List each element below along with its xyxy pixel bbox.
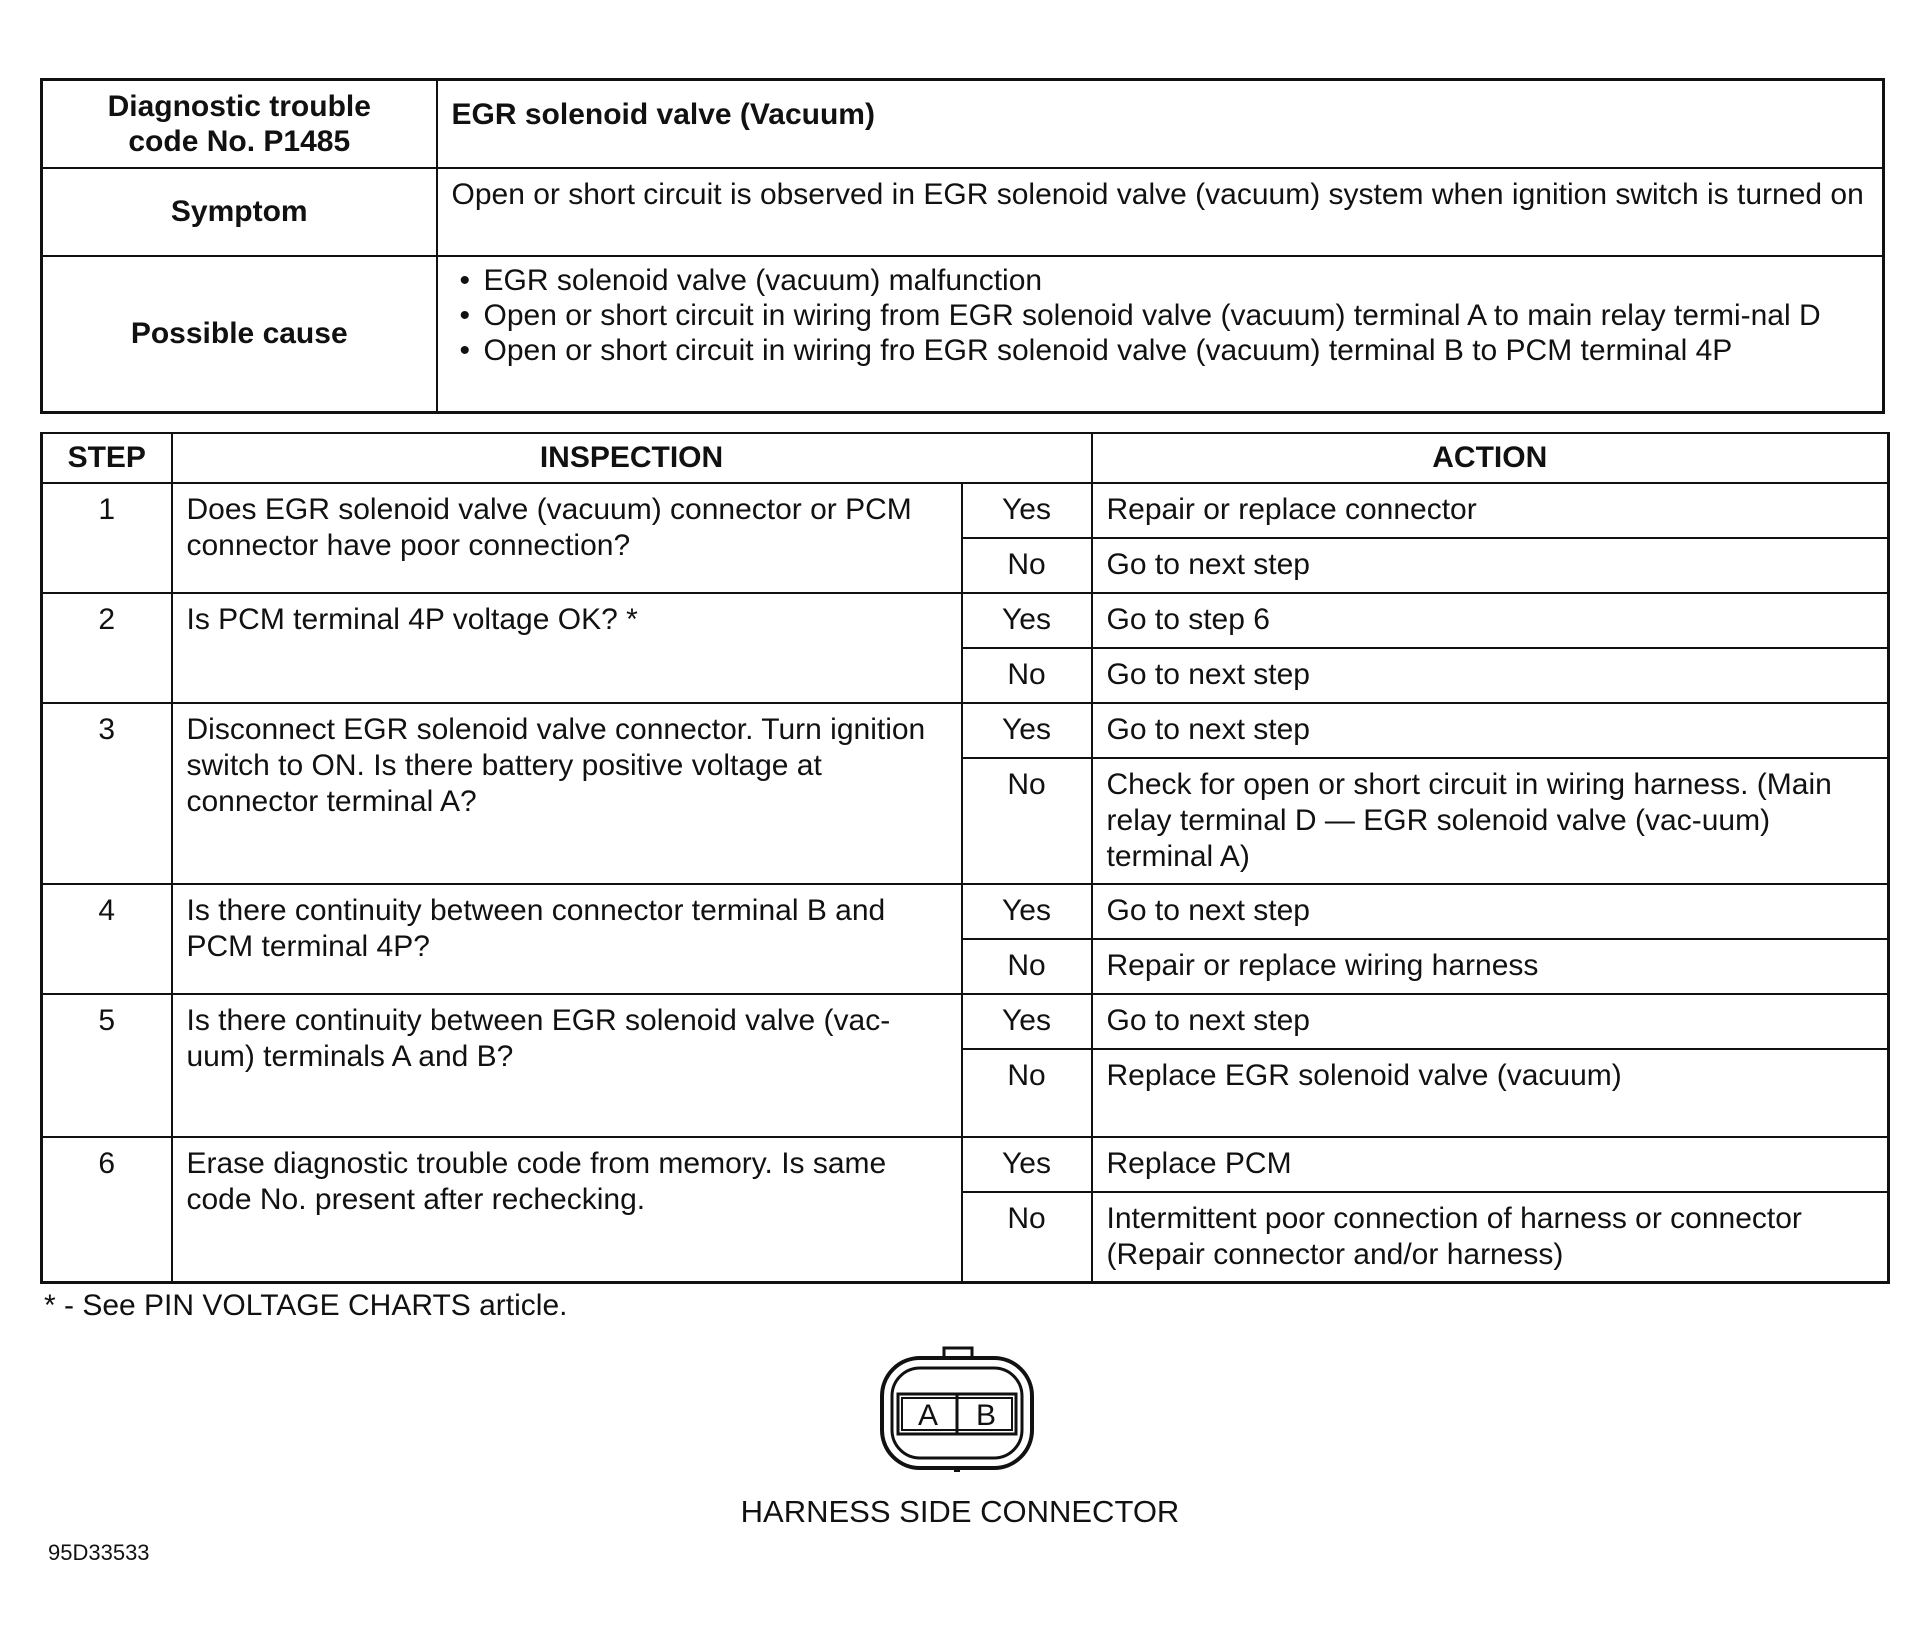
step-inspection: Is there continuity between EGR solenoid valve (vac-uum) terminals A and B?	[172, 994, 962, 1137]
no-label: No	[962, 648, 1092, 703]
yes-action: Replace PCM	[1092, 1137, 1889, 1192]
no-label: No	[962, 538, 1092, 593]
dtc-row	[42, 80, 1884, 168]
step-inspection: Disconnect EGR solenoid valve connector. Turn ignition switch to ON. Is there battery positive voltage at connector terminal A?	[172, 703, 962, 884]
symptom-label: Symptom	[42, 168, 437, 256]
cause-item: • EGR solenoid valve (vacuum) malfunction	[452, 263, 1869, 298]
diagnostic-steps-table	[40, 432, 1890, 1284]
no-label: No	[962, 1192, 1092, 1283]
cause-row	[42, 256, 1884, 413]
yes-label: Yes	[962, 1137, 1092, 1192]
yes-action: Go to next step	[1092, 703, 1889, 758]
step-inspection: Does EGR solenoid valve (vacuum) connector or PCM connector have poor connection?	[172, 483, 962, 593]
step-row	[42, 994, 1889, 1049]
no-action: Repair or replace wiring harness	[1092, 939, 1889, 994]
connector-caption: HARNESS SIDE CONNECTOR	[740, 1494, 1180, 1529]
yes-action: Go to next step	[1092, 994, 1889, 1049]
step-number: 1	[42, 483, 172, 593]
col-header-action: ACTION	[1092, 433, 1889, 483]
terminal-b-label: B	[975, 1399, 997, 1432]
no-action: Check for open or short circuit in wiring harness. (Main relay terminal D — EGR solenoid valve (vac-uum) terminal A)	[1092, 758, 1889, 884]
step-number: 4	[42, 884, 172, 994]
yes-action: Repair or replace connector	[1092, 483, 1889, 538]
dtc-value: EGR solenoid valve (Vacuum)	[437, 80, 1884, 168]
figure-code: 95D33533	[48, 1540, 150, 1565]
terminal-a-label: A	[917, 1399, 939, 1432]
no-action: Replace EGR solenoid valve (vacuum)	[1092, 1049, 1889, 1137]
step-number: 6	[42, 1137, 172, 1283]
no-label: No	[962, 758, 1092, 884]
col-header-step: STEP	[42, 433, 172, 483]
footnote: * - See PIN VOLTAGE CHARTS article.	[44, 1289, 568, 1322]
yes-label: Yes	[962, 483, 1092, 538]
no-action: Go to next step	[1092, 538, 1889, 593]
col-header-inspection: INSPECTION	[172, 433, 1092, 483]
step-inspection: Is there continuity between connector terminal B and PCM terminal 4P?	[172, 884, 962, 994]
step-row	[42, 593, 1889, 648]
yes-label: Yes	[962, 593, 1092, 648]
step-inspection: Erase diagnostic trouble code from memory. Is same code No. present after rechecking.	[172, 1137, 962, 1283]
column-header-row	[42, 433, 1889, 483]
dtc-header-table	[40, 78, 1885, 414]
step-row	[42, 703, 1889, 758]
symptom-row	[42, 168, 1884, 256]
step-inspection: Is PCM terminal 4P voltage OK? *	[172, 593, 962, 703]
no-label: No	[962, 939, 1092, 994]
step-number: 2	[42, 593, 172, 703]
no-action: Intermittent poor connection of harness or connector (Repair connector and/or harness)	[1092, 1192, 1889, 1283]
cause-label: Possible cause	[42, 256, 437, 413]
step-number: 5	[42, 994, 172, 1137]
cause-list-cell	[437, 256, 1884, 413]
dtc-label: Diagnostic trouble code No. P1485	[42, 80, 437, 168]
cause-item: • Open or short circuit in wiring from EGR solenoid valve (vacuum) terminal A to main relay termi-nal D	[452, 298, 1869, 333]
yes-action: Go to step 6	[1092, 593, 1889, 648]
yes-label: Yes	[962, 884, 1092, 939]
yes-label: Yes	[962, 994, 1092, 1049]
step-row	[42, 483, 1889, 538]
no-action: Go to next step	[1092, 648, 1889, 703]
yes-action: Go to next step	[1092, 884, 1889, 939]
connector-key	[954, 1466, 960, 1472]
connector-diagram	[878, 1346, 1038, 1476]
step-number: 3	[42, 703, 172, 884]
step-row	[42, 884, 1889, 939]
step-row	[42, 1137, 1889, 1192]
cause-item: • Open or short circuit in wiring fro EGR solenoid valve (vacuum) terminal B to PCM terminal 4P	[452, 333, 1869, 368]
symptom-value: Open or short circuit is observed in EGR solenoid valve (vacuum) system when ignition switch is turned on	[437, 168, 1884, 256]
yes-label: Yes	[962, 703, 1092, 758]
cause-list	[452, 263, 1869, 368]
no-label: No	[962, 1049, 1092, 1137]
